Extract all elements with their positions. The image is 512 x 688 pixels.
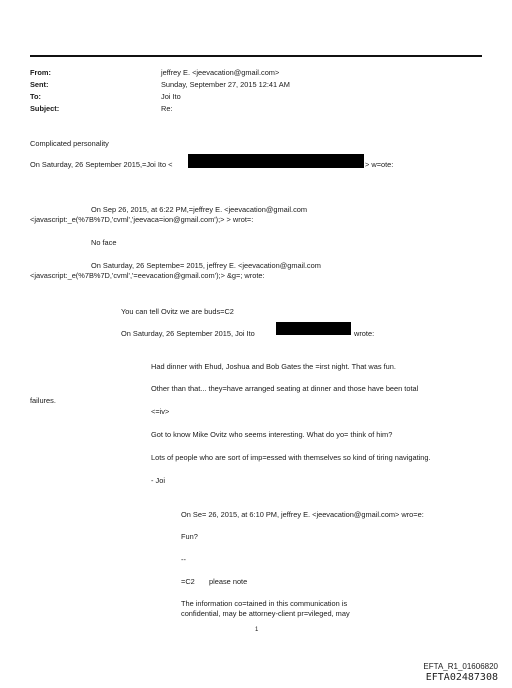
body-line-10: Had dinner with Ehud, Joshua and Bob Gates the =irst night. That was fun. bbox=[151, 362, 396, 371]
subject-value: Re: bbox=[161, 104, 173, 113]
redaction-box-1 bbox=[188, 154, 364, 168]
body-line-2b: > w=ote: bbox=[365, 160, 394, 169]
from-label: From: bbox=[30, 68, 51, 77]
body-line-11: Other than that... they=have arranged seating at dinner and those have been total bbox=[151, 384, 419, 393]
body-line-9a: On Saturday, 26 September 2015, Joi Ito bbox=[121, 329, 255, 338]
sent-label: Sent: bbox=[30, 80, 49, 89]
sent-value: Sunday, September 27, 2015 12:41 AM bbox=[161, 80, 290, 89]
redaction-box-2 bbox=[276, 322, 351, 335]
from-value: jeffrey E. <jeevacation@gmail.com> bbox=[161, 68, 280, 77]
body-line-1: Complicated personality bbox=[30, 139, 109, 148]
body-line-3: On Sep 26, 2015, at 6:22 PM,=jeffrey E. <jeevacation@gmail.com bbox=[91, 205, 308, 214]
body-line-8: You can tell Ovitz we are buds=C2 bbox=[121, 307, 234, 316]
body-line-4: <javascript:_e(%7B%7D,'cvml','jeevaca=ion@gmail.com');> > wrot=: bbox=[30, 215, 254, 224]
page-number: 1 bbox=[255, 627, 259, 633]
body-line-20a: =C2 bbox=[181, 577, 195, 586]
body-line-19: -- bbox=[181, 555, 186, 564]
body-line-15: Lots of people who are sort of imp=essed with themselves so kind of tiring navigating. bbox=[151, 453, 431, 462]
bates-number-2: EFTA02487308 bbox=[425, 672, 498, 683]
body-line-2a: On Saturday, 26 September 2015,=Joi Ito < bbox=[30, 160, 173, 169]
body-line-12: failures. bbox=[30, 396, 56, 405]
body-line-5: No face bbox=[91, 238, 117, 247]
body-line-17: On Se= 26, 2015, at 6:10 PM, jeffrey E. <jeevacation@gmail.com> wro=e: bbox=[181, 510, 424, 519]
body-line-16: - Joi bbox=[151, 476, 165, 485]
body-line-13: <=iv> bbox=[151, 407, 170, 416]
body-line-20b: please note bbox=[209, 577, 248, 586]
body-line-14: Got to know Mike Ovitz who seems interesting. What do yo= think of him? bbox=[151, 430, 393, 439]
bates-number-1: EFTA_R1_01606820 bbox=[423, 662, 498, 671]
to-label: To: bbox=[30, 92, 41, 101]
body-line-22: confidential, may be attorney-client pr=vileged, may bbox=[181, 609, 350, 618]
body-line-6: On Saturday, 26 Septembe= 2015, jeffrey E. <jeevacation@gmail.com bbox=[91, 261, 321, 270]
body-line-7: <javascript:_e(%7B%7D,'cvml','=eevacation@gmail.com');> &g=; wrote: bbox=[30, 271, 265, 280]
body-line-18: Fun? bbox=[181, 532, 198, 541]
body-line-9b: wrote: bbox=[354, 329, 375, 338]
to-value: Joi Ito bbox=[161, 92, 181, 101]
body-line-21: The information co=tained in this communication is bbox=[181, 599, 348, 608]
header-rule bbox=[30, 55, 482, 57]
subject-label: Subject: bbox=[30, 104, 60, 113]
